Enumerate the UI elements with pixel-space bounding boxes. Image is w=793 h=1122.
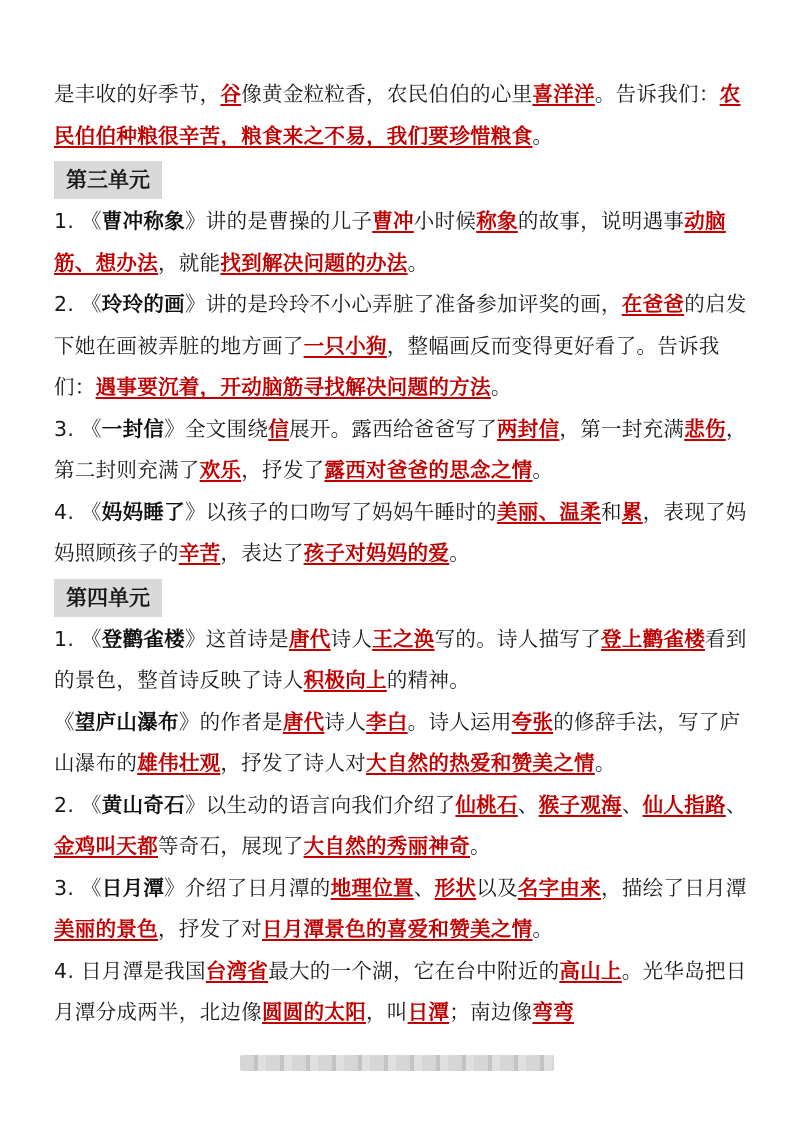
body-text: ，第二封则充满了 [54,416,747,482]
body-text: 、 [621,792,643,817]
list-item [54,702,754,785]
body-text: 3. 《 [54,875,102,900]
answer-text: 名字由来 [517,875,602,900]
body-text: 1. 《 [54,626,102,651]
answer-text: 夸张 [511,709,554,734]
answer-text: 曹冲 [372,209,414,233]
body-text: 》这首诗是 [184,626,289,651]
body-text: ，表达了 [220,541,304,565]
body-text: 小时候 [413,209,477,233]
body-text: 以及 [476,875,518,900]
body-text: 。诗人运用 [407,709,512,734]
body-text: 的启发下她在画被弄脏的地方画了 [54,292,747,358]
body-text: 》介绍了日月潭的 [164,875,331,900]
answer-text: 仙桃石 [455,792,518,817]
body-text: 2. 《 [54,292,102,316]
body-text: 诗人 [330,626,373,651]
list-item [54,409,754,492]
body-text: 》以孩子的口吻写了妈妈午睡时的 [184,499,497,524]
body-text: 》讲的是玲玲不小心弄脏了准备参加评奖的画， [184,292,622,316]
answer-text: 仙人指路 [642,792,726,817]
answer-text: 两封信 [497,416,560,441]
answer-text: 遇事要沉着，开动脑筋寻找解决问题的方法 [95,375,491,399]
lesson-title: 望庐山瀑布 [74,709,179,734]
list-item [54,201,754,284]
answer-text: 唐代 [282,709,325,734]
answer-text: 称象 [476,209,518,233]
body-text: 3. 《 [54,416,102,441]
body-text: 写的。诗人描写了 [434,626,602,651]
answer-text: 欢乐 [199,458,242,482]
lesson-title: 一封信 [101,416,165,441]
document-body [54,74,754,1024]
body-text: 《 [54,709,75,734]
list-item [54,785,754,868]
body-text: 像黄金粒粒香，农民伯伯的心里 [241,82,533,106]
body-text: 。 [594,751,616,775]
body-text: 和 [600,499,622,524]
list-item [54,619,754,702]
answer-text: 王之涣 [372,626,435,651]
body-text: ，抒发了 [241,458,325,482]
body-text: 。 [490,375,512,399]
body-text: 4. 《 [54,499,102,524]
lesson-title: 妈妈睡了 [101,499,185,524]
body-text: 。 [532,458,554,482]
body-text: 。光华岛把日月潭分成两半，北边像 [54,958,747,1024]
unit-3-list [54,201,754,575]
answer-text: 信 [268,416,289,441]
body-text: 、 [725,792,747,817]
answer-text: 台湾省 [205,958,269,983]
body-text: 展开。露西给爸爸写了 [289,416,497,441]
body-text: 最大的一个湖，它在台中附近的 [268,958,560,983]
body-text: ，叫 [366,1000,408,1024]
answer-text: 地理位置 [330,875,414,900]
body-text: 》讲的是曹操的儿子 [184,209,373,233]
body-text: ，第一封充满 [559,416,685,441]
answer-text: 美丽、温柔 [496,499,601,524]
unit-4-list [54,619,754,1025]
body-text: 诗人 [324,709,367,734]
lesson-title: 曹冲称象 [101,209,185,233]
lesson-title: 登鹳雀楼 [101,626,185,651]
answer-text: 孩子对妈妈的爱 [303,541,450,565]
answer-text: 大自然的热爱和赞美之情 [366,751,595,775]
body-text: 的故事，说明遇事 [517,209,685,233]
body-text: 。告诉我们： [594,82,720,106]
body-text: ，表现了妈妈照顾孩子的 [54,499,747,565]
answer-text: 李白 [366,709,408,734]
body-text: 。 [470,834,491,858]
blurred-footer-watermark [240,1055,554,1071]
answer-text: 唐代 [288,626,331,651]
answer-text: 雄伟壮观 [137,751,221,775]
body-text: 。 [449,541,471,565]
body-text: 等奇石，展现了 [158,834,304,858]
answer-text: 圆圆的太阳 [262,1000,366,1024]
answer-text: 找到解决问题的办法 [220,250,408,275]
answer-text: 积极向上 [303,668,387,692]
answer-text: 谷 [220,82,242,106]
answer-text: 在爸爸 [621,292,685,316]
list-item [54,284,754,409]
body-text: 的精神。 [386,668,471,692]
body-text: 》以生动的语言向我们介绍了 [184,792,456,817]
answer-text: 农民伯伯种粮很辛苦，粮食来之不易，我们要珍惜粮食 [54,82,741,148]
lesson-title: 玲玲的画 [101,292,185,316]
body-text: ，描绘了日月潭 [601,875,747,900]
body-text: 的修辞手法，写了庐山瀑布的 [54,709,741,775]
answer-text: 日潭 [407,1000,450,1024]
answer-text: 喜洋洋 [532,82,595,106]
intro-paragraph [54,74,754,157]
list-item [54,492,754,575]
body-text: 1. 《 [54,209,102,233]
answer-text: 猴子观海 [538,792,622,817]
body-text: ；南边像 [449,1000,533,1024]
body-text: 。 [407,250,429,275]
body-text: 4. 日月潭是我国 [54,958,206,983]
body-text: 2. 《 [54,792,102,817]
answer-text: 登上鹳雀楼 [601,626,706,651]
answer-text: 辛苦 [178,541,221,565]
body-text: ，整幅画反而变得更好看了。告诉我们： [54,333,720,399]
section-heading-unit-3: 第三单元 [54,161,162,199]
body-text: 是丰收的好季节， [54,82,221,106]
answer-text: 金鸡叫天都 [54,834,158,858]
answer-text: 动脑筋、想办法 [54,209,726,275]
body-text: 。 [532,917,554,941]
lesson-title: 黄山奇石 [101,792,185,817]
body-text: 、 [517,792,539,817]
answer-text: 日月潭景色的喜爱和赞美之情 [262,917,533,941]
body-text: 》全文围绕 [164,416,269,441]
body-text: ，抒发了对 [158,917,262,941]
answer-text: 形状 [434,875,477,900]
answer-text: 累 [621,499,643,524]
answer-text: 弯弯 [532,1000,575,1024]
section-heading-unit-4: 第四单元 [54,579,162,617]
answer-text: 大自然的秀丽神奇 [303,834,471,858]
body-text: 看到的景色，整首诗反映了诗人 [54,626,747,692]
body-text: ，抒发了诗人对 [220,751,367,775]
body-text: 。 [532,123,554,148]
list-item [54,951,754,1025]
answer-text: 一只小狗 [303,333,387,358]
answer-text: 悲伤 [684,416,726,441]
answer-text: 美丽的景色 [54,917,158,941]
answer-text: 高山上 [559,958,622,983]
body-text: 、 [413,875,435,900]
lesson-title: 日月潭 [101,875,165,900]
body-text: ，就能 [158,250,221,275]
body-text: 》的作者是 [178,709,283,734]
list-item [54,868,754,951]
answer-text: 露西对爸爸的思念之情 [324,458,533,482]
